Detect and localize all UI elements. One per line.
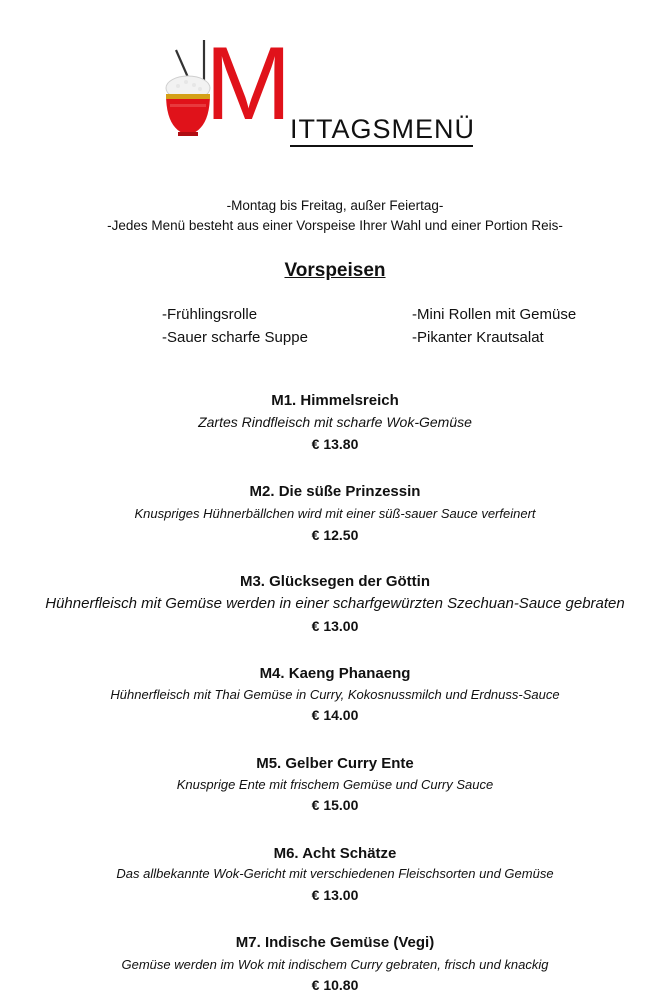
dish-name: M3. Glücksegen der Göttin [239, 573, 431, 590]
dish-description: Das allbekannte Wok-Gericht mit verschiedenen Fleischsorten und Gemüse [116, 866, 554, 881]
dish-name: M7. Indische Gemüse (Vegi) [235, 934, 435, 951]
dish-name: M6. Acht Schätze [273, 845, 397, 862]
info-line-1: -Montag bis Freitag, außer Feiertag- [226, 198, 444, 213]
starter-item: -Sauer scharfe Suppe [162, 329, 308, 346]
dish-description: Hühnerfleisch mit Gemüse werden in einer scharfgewürzten Szechuan-Sauce gebraten [45, 595, 625, 612]
dish-description: Hühnerfleisch mit Thai Gemüse in Curry, Kokosnussmilch und Erdnuss-Sauce [110, 687, 560, 702]
starter-item: -Frühlingsrolle [162, 306, 258, 323]
dish-price: € 12.50 [311, 527, 359, 543]
dish-description: Knusprige Ente mit frischem Gemüse und Curry Sauce [176, 777, 494, 792]
dish-price: € 15.00 [311, 797, 359, 813]
dish-name: M2. Die süße Prinzessin [249, 483, 421, 500]
starter-item: -Mini Rollen mit Gemüse [412, 306, 577, 323]
dish-price: € 14.00 [311, 707, 359, 723]
title-initial: M [205, 26, 292, 142]
dish-name: M4. Kaeng Phanaeng [259, 665, 411, 682]
dish-name: M1. Himmelsreich [271, 392, 399, 409]
dish-description: Zartes Rindfleisch mit scharfe Wok-Gemüse [198, 414, 472, 430]
title-underline [290, 145, 473, 147]
dish-price: € 13.80 [311, 436, 359, 452]
dish-description: Gemüse werden im Wok mit indischem Curry gebraten, frisch und knackig [121, 957, 549, 972]
starters-title: Vorspeisen [284, 260, 386, 281]
dish-description: Knuspriges Hühnerbällchen wird mit einer süß-sauer Sauce verfeinert [134, 506, 536, 521]
dish-name: M5. Gelber Curry Ente [256, 755, 414, 772]
menu-logo [160, 26, 485, 153]
dish-price: € 13.00 [311, 618, 359, 634]
page-title: ITTAGSMENÜ [290, 114, 475, 144]
info-line-2: -Jedes Menü besteht aus einer Vorspeise Ihrer Wahl und einer Portion Reis- [107, 218, 563, 233]
dish-price: € 10.80 [311, 977, 359, 993]
starter-item: -Pikanter Krautsalat [412, 329, 544, 346]
dish-price: € 13.00 [311, 887, 359, 903]
